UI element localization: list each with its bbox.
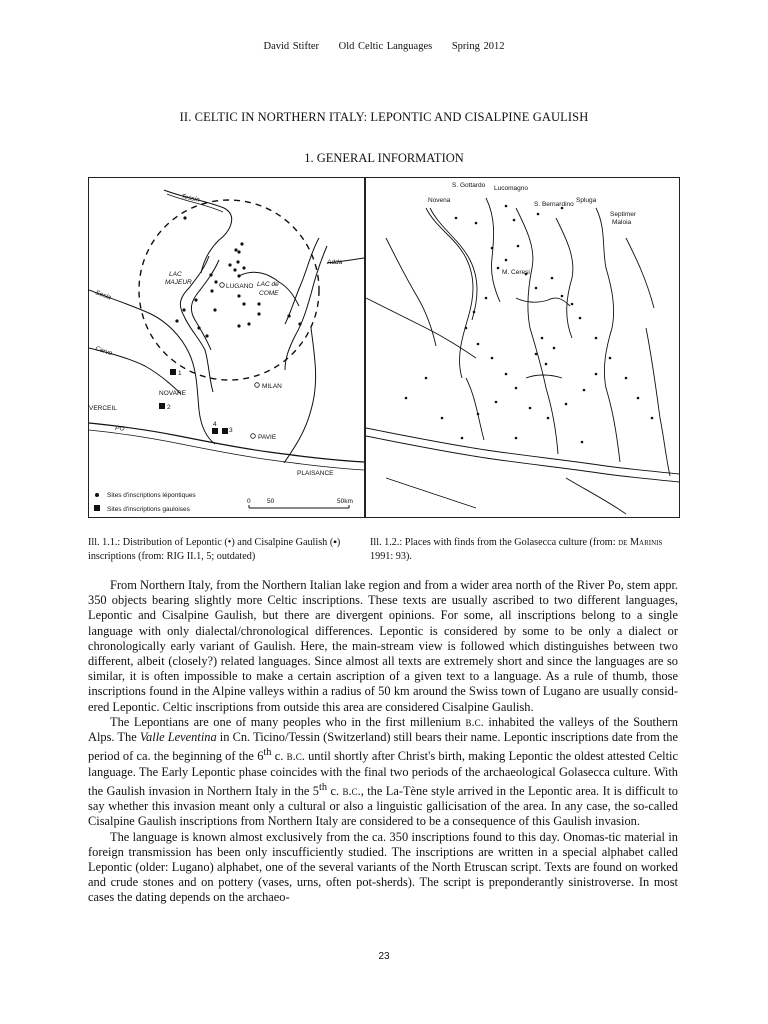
p2-text-g: , the La-Tène style arrived in the Lepontic area. It is difficult to say whether this invasion meant only a cultural or also a linguistic gallicisation of the area. In any case, the so-called Cisalpine Gaulish inscriptions from Northern Italy are considered to be a consequence of this Gaulish invasion.	[88, 783, 678, 829]
caption-figure-2	[370, 536, 675, 564]
scale-label-end: 50km	[337, 498, 353, 505]
p2-th-1: th	[263, 747, 272, 759]
label-spluga: Spluga	[576, 197, 597, 204]
running-header	[0, 41, 768, 52]
label-septimer: Septimer	[610, 211, 637, 218]
lac-majeur-west-shore	[180, 256, 213, 392]
label-n4: 4	[213, 421, 217, 428]
label-novena: Novena	[428, 197, 451, 204]
label-lac-come-2: COME	[259, 290, 279, 297]
town-lugano-marker	[220, 283, 225, 288]
scale-label-0: 0	[247, 498, 251, 505]
golasecca-rivers	[366, 198, 679, 514]
label-milan: MILAN	[262, 383, 282, 390]
legend-dot	[95, 493, 99, 497]
town-pavie-marker	[251, 434, 256, 439]
p2-text-b: inhabited the valleys of the Southern Alps. The	[88, 714, 678, 745]
paragraph-2	[88, 715, 678, 830]
label-verceil: VERCEIL	[89, 405, 117, 412]
gaulish-site-squares	[159, 369, 228, 434]
town-milan-marker	[255, 383, 260, 388]
caption-1-dot: •	[227, 537, 232, 548]
label-lugano: LUGANO	[226, 283, 254, 290]
river-sesia	[89, 290, 215, 444]
caption-1-square: ▪	[333, 537, 337, 548]
figure-golasecca-map	[365, 177, 680, 518]
p2-valle-leventina: Valle Leventina	[139, 730, 217, 745]
p2-th-2: th	[319, 781, 328, 793]
river-adda	[284, 328, 316, 463]
caption-1-text-b: ) and Cisalpine Gaulish (	[231, 537, 334, 548]
p2-bc-2: b.c.	[286, 749, 305, 764]
label-n3: 3	[229, 427, 233, 434]
caption-1-text-a: Ill. 1.1.: Distribution of Lepontic (	[88, 537, 228, 548]
scale-label-mid: 50	[267, 498, 275, 505]
caption-2-text-b: 1991: 93).	[370, 551, 412, 562]
label-sesia: Sesia	[94, 289, 112, 302]
label-lucomagno: Lucomagno	[494, 185, 528, 192]
label-lac-come-1: LAC de	[257, 281, 279, 288]
label-po: PO	[114, 425, 125, 433]
label-novare: NOVARE	[159, 390, 186, 397]
label-plaisance: PLAISANCE	[297, 470, 334, 477]
body-text	[88, 578, 678, 906]
page-number: 23	[378, 951, 390, 962]
p2-bc-1: b.c.	[465, 714, 484, 729]
label-n2: 2	[167, 404, 171, 411]
p2-text-d: c.	[271, 749, 287, 764]
legend-lepontic: Sites d'inscriptions lépontiques	[107, 492, 196, 499]
river-po-bank	[89, 430, 364, 470]
header-course: Old Celtic Languages	[338, 41, 433, 52]
legend-square	[94, 505, 100, 511]
label-cervo: Cervo	[94, 345, 114, 358]
label-gottardo: S. Gottardo	[452, 182, 486, 189]
paragraph-3: The language is known almost exclusively from the ca. 350 inscriptions found to this day. Onomas-tic material in foreign transmission has been only inscufficiently studied. The inscriptions are written in a special alphabet called Lepontic (older: Lugano) alphabet, one of the several variants of the North Etruscan script. Texts are found on worked and crude stones and on pottery (vases, urns, often pot-sherds). The script is preponderantly sinistroverse. In most cases the dating depends on the archaeo-	[88, 829, 678, 905]
golasecca-map-svg	[366, 178, 679, 517]
label-tessin: Tessin	[180, 193, 201, 204]
figure-distribution-map	[88, 177, 365, 518]
label-lac-majeur-1: LAC	[169, 271, 182, 278]
caption-figure-1	[88, 536, 360, 564]
label-pavie: PAVIE	[258, 434, 277, 441]
radius-circle	[139, 200, 319, 380]
caption-1-text-c: ) inscriptions (from: RIG II.1, 5; outdated)	[88, 537, 341, 562]
chapter-title: II. CELTIC IN NORTHERN ITALY: LEPONTIC AND CISALPINE GAULISH	[179, 110, 589, 124]
label-maloia: Maloia	[612, 219, 632, 226]
p2-text-a: The Lepontians are one of many peoples who in the first millenium	[110, 714, 466, 729]
caption-2-text-a: Ill. 1.2.: Places with finds from the Golasecca culture (from:	[370, 537, 619, 548]
legend-gaulish: Sites d'inscriptions gauloises	[107, 506, 190, 513]
caption-2-author: de Marinis	[618, 537, 663, 548]
p2-text-e: until shortly after Christ's birth, making Lepontic the oldest attested Celtic language. The Early Lepontic phase coincides with the final two periods of the archaeological Golasecca culture. With the Gaulish invasion in Northern Italy in the 5	[88, 749, 678, 798]
lac-come-west	[285, 238, 319, 324]
p2-text-c: in Cn. Ticino/Tessin (Switzerland) still bears their name. Lepontic inscriptions date from the period of ca. the beginning of the 6	[88, 730, 678, 764]
lac-majeur-east-shore	[191, 260, 219, 350]
paragraph-1: From Northern Italy, from the Northern Italian lake region and from a wider area north of the River Po, stem appr. 350 objects bearing slightly more Celtic inscriptions. These texts are usually ascribed to two different languages, Lepontic and Cisalpine Gaulish, but there are divergent opinions. For some, all inscriptions belong to a single language with only dialectal/chronological differences. Lepontic is considered by some to be only a dialect or chronologically early variant of Gaulish. Here, the main-stream view is followed which distinguishes between two different, albeit (closely?) related languages. Since almost all texts are extremely short and since the languages are so similar, it is often impossible to make a certain ascription of a given text to a language. As a rule of thumb, those inscriptions found in the Alpine valleys within a radius of 50 km around the Swiss town of Lugano are usually consid-ered Lepontic. Celtic inscriptions from outside this area are considered Cisalpine Gaulish.	[88, 578, 678, 714]
header-term: Spring 2012	[451, 41, 505, 52]
label-bernardino: S. Bernardino	[534, 201, 574, 208]
distribution-map-svg	[89, 178, 364, 517]
p2-bc-3: b.c.	[342, 783, 361, 798]
label-adda: Adda	[327, 259, 343, 266]
section-title: 1. GENERAL INFORMATION	[304, 151, 464, 165]
label-n1: 1	[178, 370, 182, 377]
p2-text-f: c.	[327, 783, 343, 798]
label-ceresi: M. Ceresi	[502, 269, 530, 276]
label-lac-majeur-2: MAJEUR	[165, 279, 192, 286]
header-author: David Stifter	[263, 41, 320, 52]
